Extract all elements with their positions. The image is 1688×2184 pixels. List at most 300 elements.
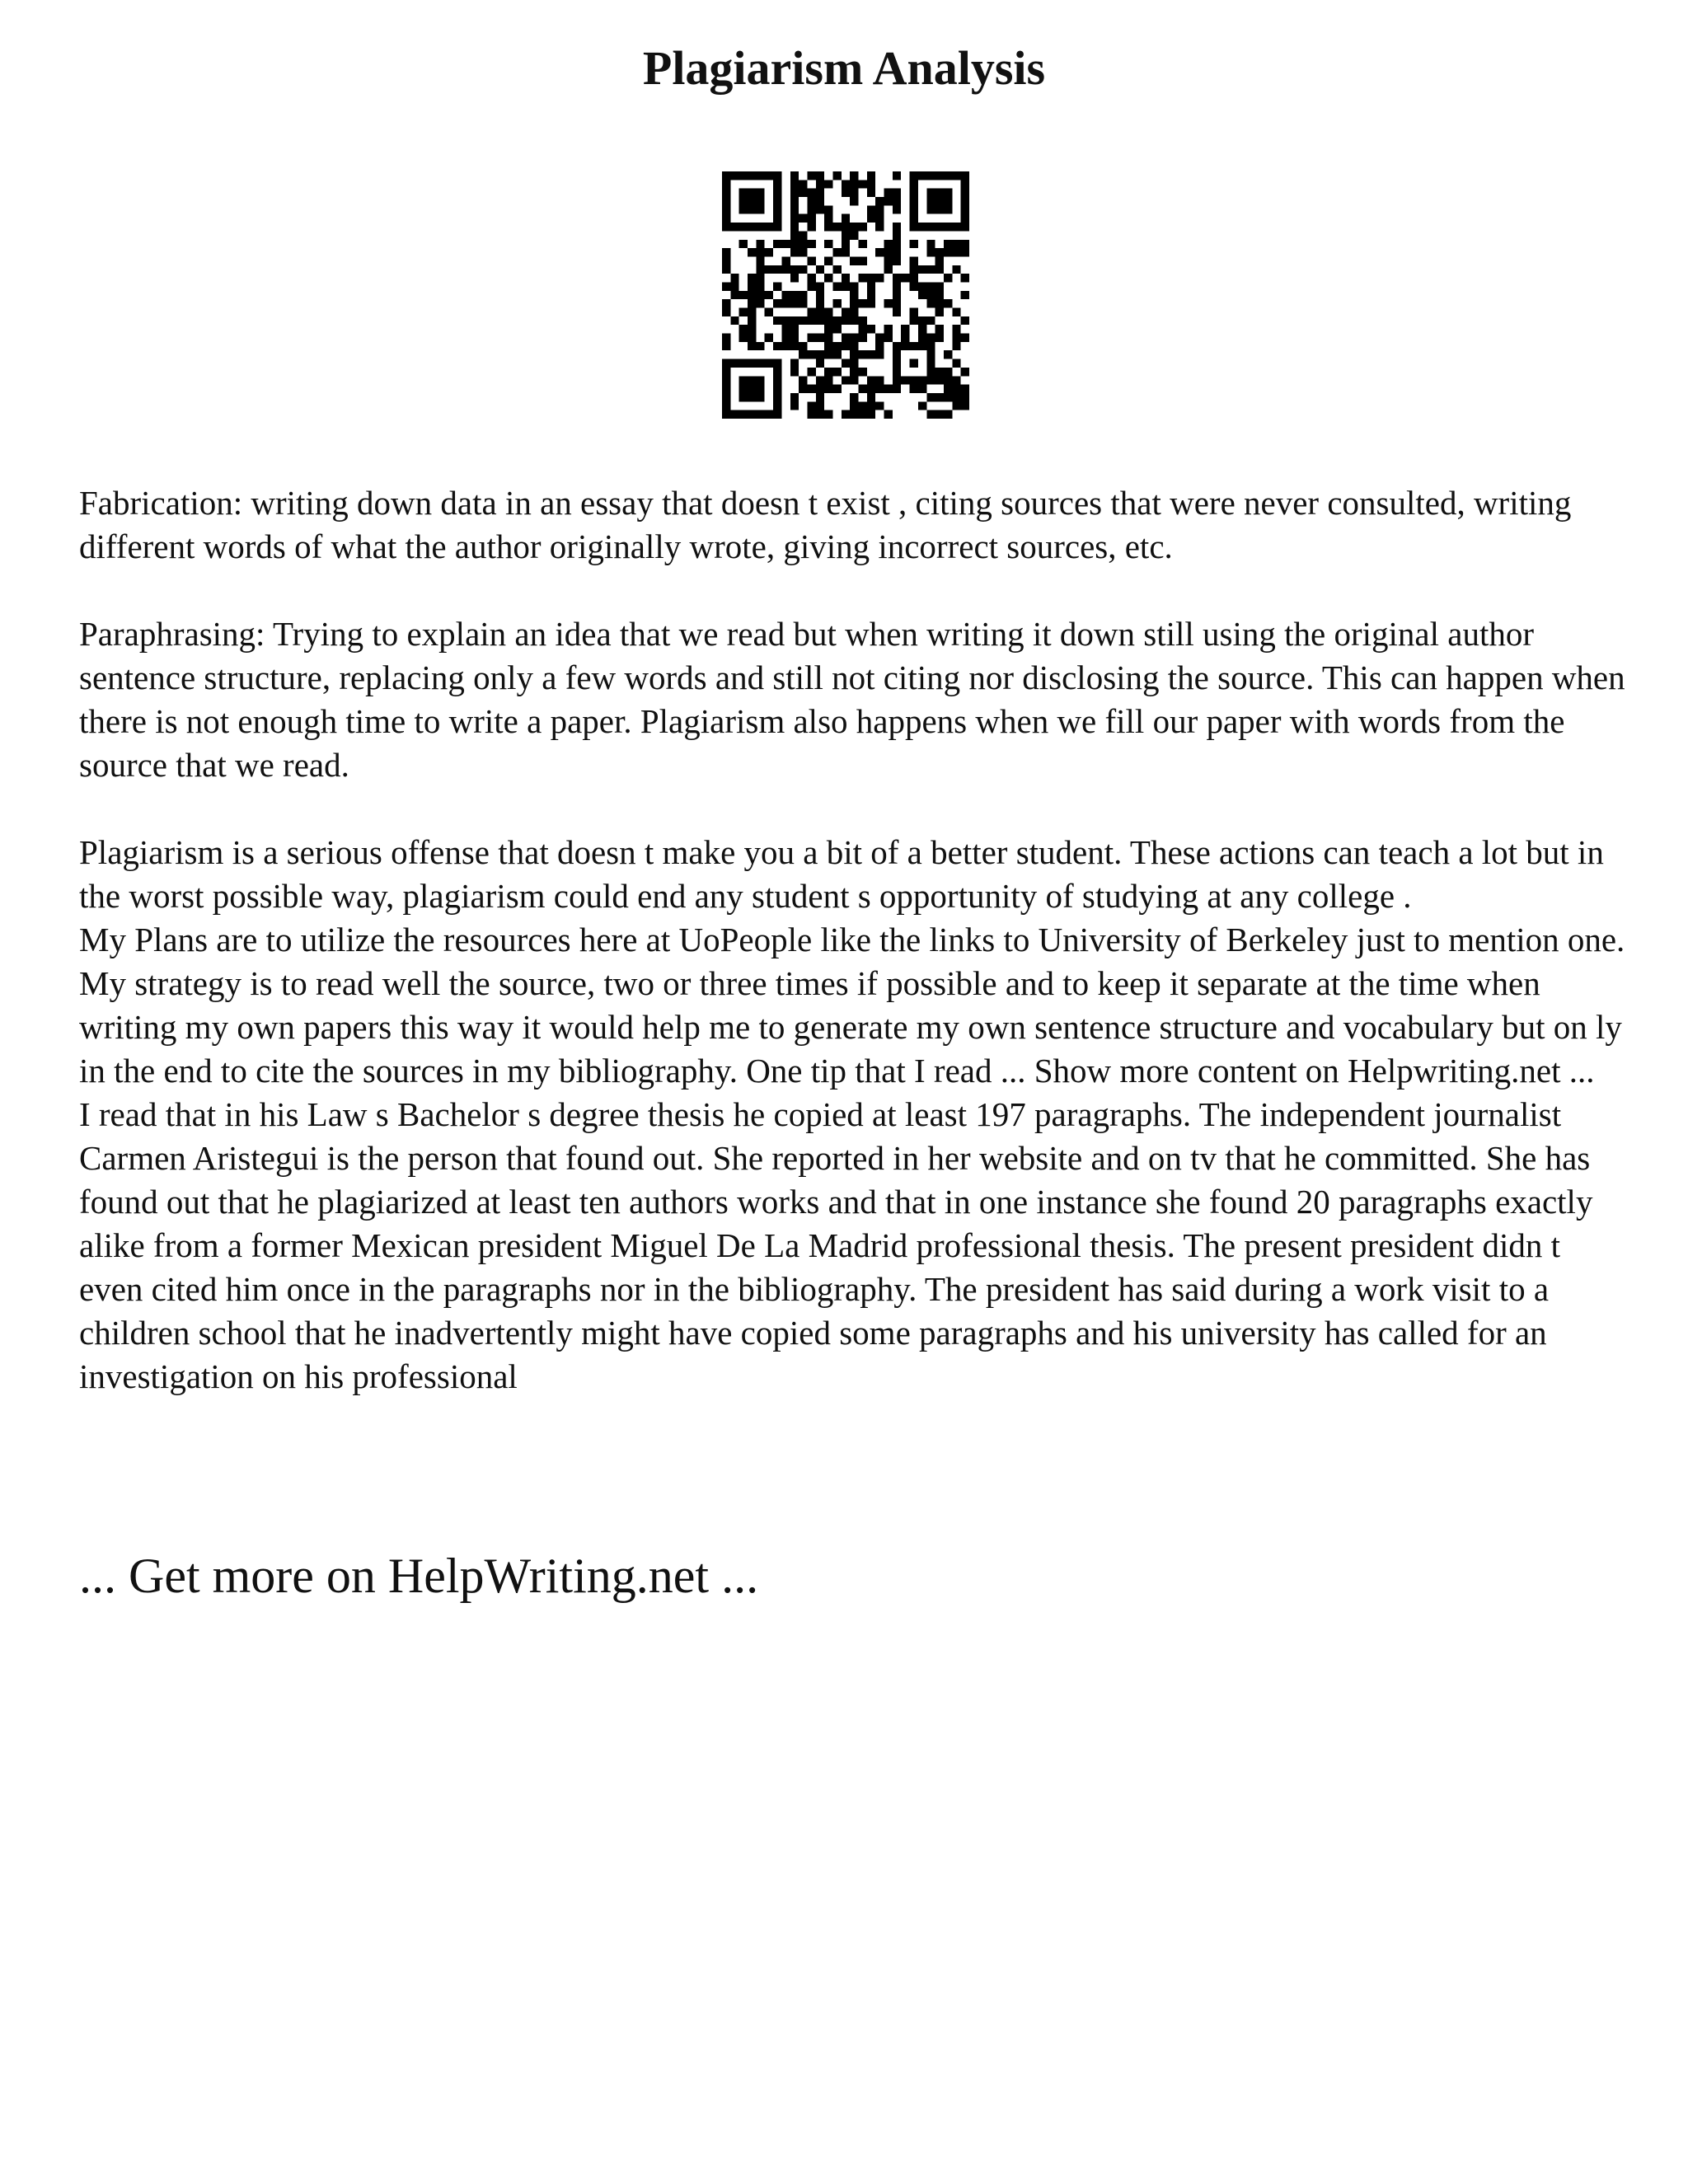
qr-module bbox=[910, 171, 918, 180]
qr-module bbox=[867, 214, 875, 223]
qr-module bbox=[893, 299, 901, 307]
qr-module bbox=[944, 197, 952, 205]
qr-module bbox=[893, 274, 901, 282]
qr-module bbox=[824, 350, 832, 359]
qr-module bbox=[807, 171, 815, 180]
qr-module bbox=[926, 316, 935, 325]
qr-module bbox=[859, 299, 867, 307]
qr-module bbox=[952, 385, 960, 393]
qr-module bbox=[918, 282, 926, 290]
qr-module bbox=[790, 368, 799, 376]
qr-module bbox=[790, 299, 799, 307]
qr-module bbox=[961, 171, 969, 180]
qr-module bbox=[756, 223, 764, 231]
qr-module bbox=[850, 342, 858, 350]
qr-module bbox=[739, 393, 748, 401]
qr-module bbox=[781, 240, 790, 248]
qr-module bbox=[926, 265, 935, 274]
qr-module bbox=[824, 376, 832, 384]
qr-module bbox=[816, 205, 824, 213]
qr-module bbox=[748, 308, 756, 316]
qr-module bbox=[781, 334, 790, 342]
qr-module bbox=[884, 248, 893, 256]
qr-module bbox=[832, 368, 841, 376]
qr-module bbox=[918, 171, 926, 180]
qr-module bbox=[935, 291, 944, 299]
qr-module bbox=[867, 189, 875, 197]
qr-module bbox=[893, 231, 901, 239]
qr-module bbox=[884, 197, 893, 205]
qr-module bbox=[765, 248, 773, 256]
qr-module bbox=[756, 291, 764, 299]
qr-module bbox=[816, 308, 824, 316]
qr-module bbox=[944, 376, 952, 384]
qr-module bbox=[799, 180, 807, 188]
qr-module bbox=[961, 368, 969, 376]
qr-module bbox=[816, 385, 824, 393]
document-body bbox=[79, 481, 1629, 1399]
qr-module bbox=[910, 282, 918, 290]
qr-module bbox=[832, 385, 841, 393]
qr-module bbox=[722, 308, 730, 316]
qr-module bbox=[944, 189, 952, 197]
qr-module bbox=[816, 197, 824, 205]
qr-module bbox=[824, 240, 832, 248]
qr-module bbox=[756, 282, 764, 290]
qr-module bbox=[901, 274, 909, 282]
qr-module bbox=[799, 316, 807, 325]
qr-module bbox=[926, 350, 935, 359]
qr-module bbox=[893, 385, 901, 393]
qr-module bbox=[722, 223, 730, 231]
qr-module bbox=[952, 401, 960, 410]
qr-module bbox=[773, 214, 781, 223]
qr-module bbox=[790, 401, 799, 410]
qr-module bbox=[859, 385, 867, 393]
qr-module bbox=[722, 376, 730, 384]
qr-module bbox=[926, 240, 935, 248]
qr-module bbox=[790, 223, 799, 231]
qr-module bbox=[722, 256, 730, 265]
qr-module bbox=[952, 308, 960, 316]
qr-module bbox=[850, 180, 858, 188]
qr-module bbox=[748, 248, 756, 256]
qr-module bbox=[790, 393, 799, 401]
qr-module bbox=[884, 325, 893, 333]
qr-module bbox=[935, 205, 944, 213]
qr-module bbox=[893, 256, 901, 265]
qr-module bbox=[739, 240, 748, 248]
qr-module bbox=[935, 248, 944, 256]
paragraph-fabrication: Fabrication: writing down data in an essay that doesn t exist , citing sources that were never consulted, writing different words of what the author originally wrote, giving incorrect sources, etc. bbox=[79, 484, 1572, 565]
qr-module bbox=[773, 171, 781, 180]
qr-module bbox=[773, 368, 781, 376]
qr-module bbox=[926, 248, 935, 256]
qr-module bbox=[722, 265, 730, 274]
qr-module bbox=[893, 342, 901, 350]
qr-module bbox=[935, 171, 944, 180]
qr-module bbox=[739, 410, 748, 419]
qr-module bbox=[816, 189, 824, 197]
qr-module bbox=[832, 248, 841, 256]
qr-module bbox=[773, 189, 781, 197]
qr-module bbox=[739, 334, 748, 342]
qr-module bbox=[790, 189, 799, 197]
qr-module bbox=[790, 334, 799, 342]
qr-module bbox=[918, 376, 926, 384]
qr-module bbox=[807, 189, 815, 197]
qr-module bbox=[910, 359, 918, 368]
qr-module bbox=[824, 316, 832, 325]
qr-module bbox=[875, 401, 884, 410]
qr-module bbox=[859, 180, 867, 188]
qr-module bbox=[748, 274, 756, 282]
qr-module bbox=[952, 393, 960, 401]
qr-module bbox=[867, 376, 875, 384]
qr-module bbox=[730, 274, 738, 282]
qr-module bbox=[926, 410, 935, 419]
qr-module bbox=[952, 376, 960, 384]
qr-module bbox=[944, 410, 952, 419]
qr-module bbox=[748, 282, 756, 290]
qr-module bbox=[790, 291, 799, 299]
qr-module bbox=[781, 265, 790, 274]
qr-module bbox=[926, 334, 935, 342]
qr-module bbox=[884, 385, 893, 393]
qr-module bbox=[884, 410, 893, 419]
qr-module bbox=[859, 274, 867, 282]
qr-module bbox=[790, 231, 799, 239]
qr-module bbox=[739, 308, 748, 316]
qr-module bbox=[926, 299, 935, 307]
qr-module bbox=[756, 299, 764, 307]
qr-module bbox=[722, 359, 730, 368]
qr-module bbox=[824, 342, 832, 350]
qr-module bbox=[850, 171, 858, 180]
qr-module bbox=[850, 231, 858, 239]
qr-module bbox=[722, 342, 730, 350]
qr-module bbox=[765, 359, 773, 368]
qr-module bbox=[722, 299, 730, 307]
qr-module bbox=[961, 334, 969, 342]
qr-module bbox=[884, 299, 893, 307]
qr-module bbox=[944, 240, 952, 248]
qr-module bbox=[952, 171, 960, 180]
qr-module bbox=[859, 350, 867, 359]
qr-module bbox=[918, 316, 926, 325]
qr-module bbox=[816, 393, 824, 401]
qr-module bbox=[926, 197, 935, 205]
qr-module bbox=[748, 316, 756, 325]
qr-module bbox=[722, 368, 730, 376]
qr-module bbox=[799, 248, 807, 256]
qr-module bbox=[842, 274, 850, 282]
qr-module bbox=[859, 325, 867, 333]
qr-module bbox=[790, 316, 799, 325]
qr-module bbox=[824, 274, 832, 282]
qr-module bbox=[816, 359, 824, 368]
qr-module bbox=[756, 393, 764, 401]
qr-module bbox=[756, 189, 764, 197]
qr-module bbox=[875, 248, 884, 256]
qr-module bbox=[884, 256, 893, 265]
qr-module bbox=[781, 299, 790, 307]
qr-module bbox=[893, 248, 901, 256]
qr-module bbox=[875, 205, 884, 213]
qr-module bbox=[850, 368, 858, 376]
qr-module bbox=[901, 342, 909, 350]
qr-module bbox=[765, 265, 773, 274]
qr-module bbox=[944, 368, 952, 376]
qr-module bbox=[961, 274, 969, 282]
qr-module bbox=[824, 214, 832, 223]
qr-module bbox=[773, 385, 781, 393]
qr-module bbox=[961, 291, 969, 299]
qr-module bbox=[816, 401, 824, 410]
qr-module bbox=[952, 325, 960, 333]
qr-module bbox=[790, 248, 799, 256]
qr-module bbox=[765, 308, 773, 316]
qr-module bbox=[910, 316, 918, 325]
qr-module bbox=[816, 265, 824, 274]
qr-module bbox=[790, 274, 799, 282]
qr-module bbox=[722, 393, 730, 401]
qr-module bbox=[799, 189, 807, 197]
qr-module bbox=[773, 240, 781, 248]
qr-module bbox=[961, 316, 969, 325]
qr-module bbox=[816, 376, 824, 384]
qr-module bbox=[816, 180, 824, 188]
get-more-link[interactable]: ... Get more on HelpWriting.net ... bbox=[79, 1549, 759, 1603]
qr-module bbox=[850, 316, 858, 325]
qr-module bbox=[842, 214, 850, 223]
qr-module bbox=[952, 248, 960, 256]
qr-module bbox=[739, 171, 748, 180]
qr-module bbox=[952, 223, 960, 231]
qr-module bbox=[807, 205, 815, 213]
qr-module bbox=[944, 223, 952, 231]
qr-module bbox=[748, 299, 756, 307]
qr-module bbox=[944, 171, 952, 180]
qr-module bbox=[842, 342, 850, 350]
qr-module bbox=[790, 205, 799, 213]
qr-module bbox=[893, 205, 901, 213]
qr-module bbox=[842, 359, 850, 368]
qr-module bbox=[910, 240, 918, 248]
qr-module bbox=[961, 214, 969, 223]
qr-module bbox=[739, 376, 748, 384]
qr-module bbox=[730, 359, 738, 368]
qr-module bbox=[799, 385, 807, 393]
qr-module bbox=[850, 401, 858, 410]
qr-module bbox=[867, 171, 875, 180]
qr-module bbox=[944, 274, 952, 282]
qr-module bbox=[935, 282, 944, 290]
qr-module bbox=[807, 223, 815, 231]
qr-module bbox=[842, 410, 850, 419]
qr-module bbox=[875, 376, 884, 384]
qr-module bbox=[799, 291, 807, 299]
qr-module bbox=[816, 171, 824, 180]
qr-module bbox=[824, 410, 832, 419]
qr-module bbox=[756, 410, 764, 419]
qr-module bbox=[807, 274, 815, 282]
qr-module bbox=[935, 256, 944, 265]
qr-module bbox=[850, 291, 858, 299]
qr-module bbox=[824, 308, 832, 316]
qr-module bbox=[884, 265, 893, 274]
qr-module bbox=[790, 325, 799, 333]
qr-module bbox=[935, 376, 944, 384]
qr-module bbox=[748, 205, 756, 213]
qr-module bbox=[893, 171, 901, 180]
qr-module bbox=[722, 410, 730, 419]
qr-module bbox=[807, 385, 815, 393]
qr-module bbox=[773, 282, 781, 290]
qr-module bbox=[935, 189, 944, 197]
qr-module bbox=[722, 205, 730, 213]
qr-module bbox=[773, 342, 781, 350]
qr-module bbox=[935, 308, 944, 316]
qr-module bbox=[926, 223, 935, 231]
qr-module bbox=[961, 197, 969, 205]
paragraph-paraphrasing: Paraphrasing: Trying to explain an idea that we read but when writing it down still using the original author sentence structure, replacing only a few words and still not citing nor disclosing the source. This can happen when there is not enough time to write a paper. Plagiarism also happens when we fill our paper with words from the source that we read. bbox=[79, 615, 1625, 784]
qr-module bbox=[748, 291, 756, 299]
qr-module bbox=[935, 368, 944, 376]
qr-module bbox=[901, 325, 909, 333]
qr-module bbox=[910, 180, 918, 188]
qr-module bbox=[765, 171, 773, 180]
qr-module bbox=[756, 171, 764, 180]
qr-module bbox=[722, 214, 730, 223]
qr-module bbox=[730, 223, 738, 231]
qr-module bbox=[867, 410, 875, 419]
qr-module bbox=[867, 205, 875, 213]
qr-module bbox=[756, 197, 764, 205]
qr-module bbox=[790, 359, 799, 368]
qr-module bbox=[739, 325, 748, 333]
qr-module bbox=[935, 393, 944, 401]
qr-module bbox=[850, 334, 858, 342]
qr-module bbox=[859, 223, 867, 231]
qr-module bbox=[850, 350, 858, 359]
qr-module bbox=[926, 359, 935, 368]
qr-module bbox=[875, 334, 884, 342]
qr-module bbox=[739, 359, 748, 368]
qr-module bbox=[867, 299, 875, 307]
qr-module bbox=[918, 385, 926, 393]
qr-module bbox=[910, 223, 918, 231]
qr-module bbox=[799, 240, 807, 248]
paragraph-plans: My Plans are to utilize the resources here at UoPeople like the links to University of Berkeley just to mention one. My strategy is to read well the source, two or three times if possible and to keep it separate at the time when writing my own papers this way it would help me to generate my own sentence structure and vocabulary but on ly in the end to cite the sources in my bibliography. One tip that I read ... Show more content on Helpwriting.net ... bbox=[79, 921, 1625, 1090]
qr-module bbox=[748, 376, 756, 384]
qr-module bbox=[842, 282, 850, 290]
qr-module bbox=[730, 410, 738, 419]
qr-module bbox=[842, 223, 850, 231]
qr-module bbox=[832, 299, 841, 307]
qr-module bbox=[893, 350, 901, 359]
qr-module bbox=[730, 316, 738, 325]
qr-module bbox=[910, 385, 918, 393]
qr-module bbox=[910, 376, 918, 384]
qr-module bbox=[867, 274, 875, 282]
qr-code-graphic bbox=[722, 171, 969, 419]
qr-module bbox=[722, 385, 730, 393]
qr-module bbox=[867, 325, 875, 333]
qr-module bbox=[773, 197, 781, 205]
qr-module bbox=[884, 189, 893, 197]
qr-module bbox=[918, 325, 926, 333]
qr-module bbox=[867, 291, 875, 299]
qr-module bbox=[790, 197, 799, 205]
qr-module bbox=[961, 401, 969, 410]
qr-module bbox=[850, 393, 858, 401]
qr-module bbox=[781, 325, 790, 333]
qr-module bbox=[918, 334, 926, 342]
qr-module bbox=[799, 342, 807, 350]
qr-module bbox=[952, 342, 960, 350]
qr-module bbox=[850, 308, 858, 316]
qr-module bbox=[961, 240, 969, 248]
qr-module bbox=[807, 401, 815, 410]
qr-module bbox=[773, 376, 781, 384]
qr-module bbox=[875, 342, 884, 350]
qr-module bbox=[748, 197, 756, 205]
qr-module bbox=[807, 350, 815, 359]
qr-module bbox=[935, 197, 944, 205]
qr-module bbox=[748, 410, 756, 419]
qr-module bbox=[739, 197, 748, 205]
qr-module bbox=[850, 256, 858, 265]
qr-module bbox=[850, 359, 858, 368]
qr-module bbox=[926, 291, 935, 299]
qr-module bbox=[816, 291, 824, 299]
qr-module bbox=[799, 350, 807, 359]
qr-module bbox=[944, 205, 952, 213]
qr-module bbox=[756, 342, 764, 350]
paragraph-offense: Plagiarism is a serious offense that doesn t make you a bit of a better student. These actions can teach a lot but in the worst possible way, plagiarism could end any student s opportunity of studying at any college . bbox=[79, 833, 1604, 915]
qr-module bbox=[781, 256, 790, 265]
qr-module bbox=[961, 248, 969, 256]
paragraph-thesis: I read that in his Law s Bachelor s degree thesis he copied at least 197 paragraphs. The independent journalist Carmen Aristegui is the person that found out. She reported in her website and on tv that he committed. She has found out that he plagiarized at least ten authors works and that in one instance she found 20 paragraphs exactly alike from a former Mexican president Miguel De La Madrid professional thesis. The present president didn t even cited him once in the paragraphs nor in the bibliography. The president has said during a work visit to a children school that he inadvertently might have copied some paragraphs and his university has called for an investigation on his professional bbox=[79, 1095, 1593, 1395]
qr-module bbox=[893, 308, 901, 316]
qr-module bbox=[799, 231, 807, 239]
qr-module bbox=[832, 282, 841, 290]
qr-module bbox=[850, 189, 858, 197]
qr-module bbox=[799, 214, 807, 223]
qr-module bbox=[816, 350, 824, 359]
qr-module bbox=[867, 385, 875, 393]
qr-module bbox=[816, 334, 824, 342]
qr-module bbox=[790, 342, 799, 350]
qr-module bbox=[824, 385, 832, 393]
qr-module bbox=[799, 376, 807, 384]
qr-module bbox=[910, 205, 918, 213]
qr-module bbox=[842, 189, 850, 197]
qr-module bbox=[910, 342, 918, 350]
qr-module bbox=[867, 282, 875, 290]
qr-module bbox=[756, 205, 764, 213]
qr-module bbox=[739, 189, 748, 197]
qr-module bbox=[748, 189, 756, 197]
qr-module bbox=[790, 171, 799, 180]
qr-module bbox=[756, 385, 764, 393]
qr-module bbox=[859, 316, 867, 325]
qr-module bbox=[850, 410, 858, 419]
qr-module bbox=[875, 214, 884, 223]
qr-module bbox=[781, 291, 790, 299]
qr-module bbox=[756, 274, 764, 282]
